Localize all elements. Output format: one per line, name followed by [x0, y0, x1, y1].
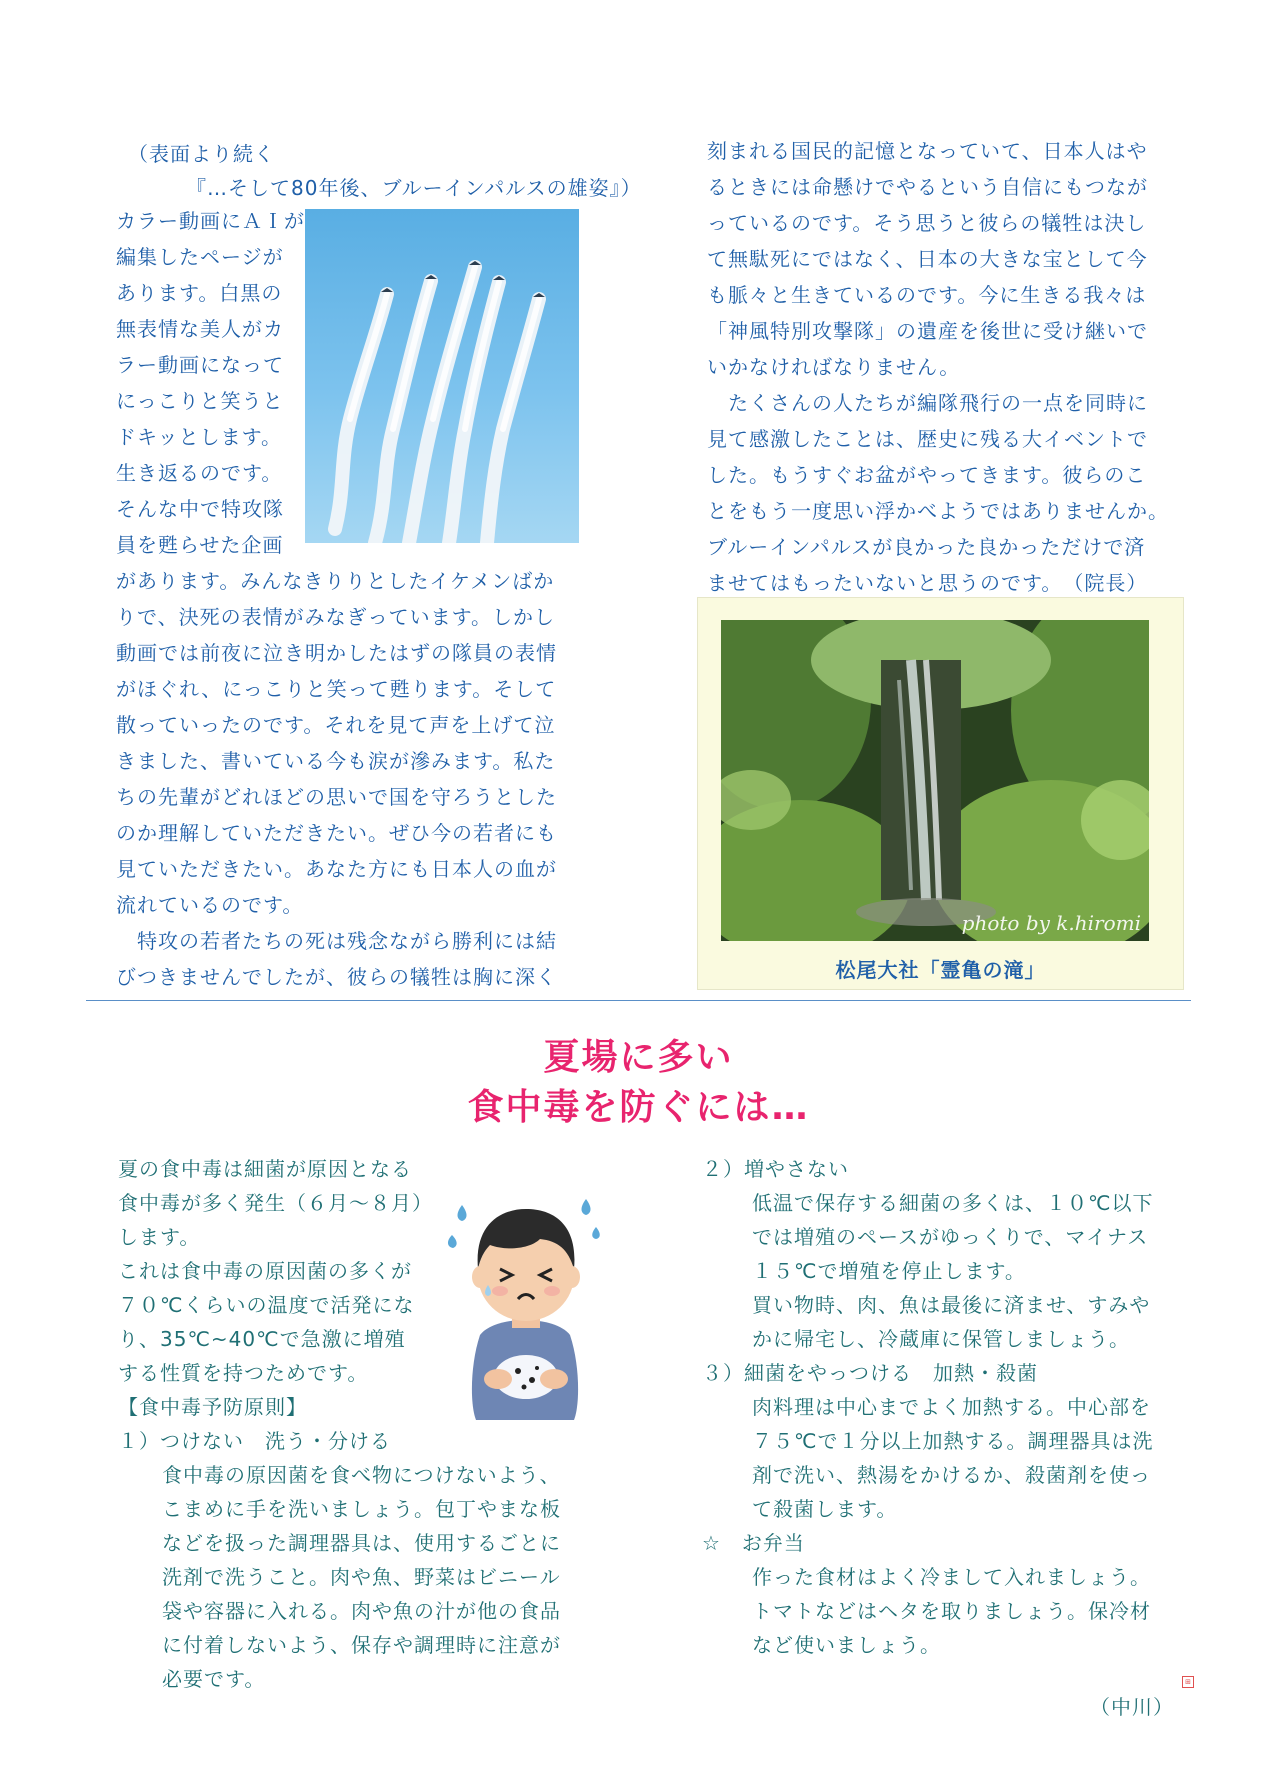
text-line: ７５℃で１分以上加熱する。調理器具は洗	[752, 1429, 1154, 1453]
article-wrap-text	[116, 203, 305, 563]
article-subtitle: 『…そして80年後、ブルーインパルスの雄姿』）	[186, 176, 642, 200]
text-line: ませてはもったいないと思うのです。 （院長）	[707, 571, 1148, 595]
rule-1-heading: １）つけない 洗う・分ける	[118, 1429, 391, 1453]
text-line: ７０℃くらいの温度で活発にな	[118, 1293, 415, 1317]
text-line: 必要です。	[162, 1667, 266, 1691]
sick-boy-icon	[440, 1165, 610, 1420]
rule-2-heading: ２）増やさない	[702, 1157, 849, 1181]
text-line: りで、決死の表情がみなぎっています。しかし	[116, 605, 555, 629]
food-title-line-1: 夏場に多い	[543, 1037, 734, 1078]
text-line: 肉料理は中心までよく加熱する。中心部を	[752, 1395, 1151, 1419]
text-line: 食中毒の原因菌を食べ物につけないよう、	[162, 1463, 561, 1487]
waterfall-image	[721, 620, 1149, 941]
text-line: いかなければなりません。	[707, 355, 961, 379]
author-signature: （中川）	[1090, 1695, 1174, 1719]
text-line: びつきませんでしたが、彼らの犠牲は胸に深く	[116, 965, 557, 989]
text-line: にっこりと笑うと	[116, 389, 284, 413]
text-line: ドキッとします。	[116, 425, 282, 449]
section-divider	[86, 1000, 1191, 1001]
text-line: とをもう一度思い浮かべようではありませんか。	[707, 499, 1169, 523]
text-line: ブルーインパルスが良かった良かっただけで済	[707, 535, 1146, 559]
text-line: っているのです。そう思うと彼らの犠牲は決し	[707, 211, 1147, 235]
photo-credit: photo by k.hiromi	[961, 911, 1141, 935]
text-line: 「神風特別攻撃隊」の遺産を後世に受け継いで	[707, 319, 1148, 343]
text-line: 見て感激したことは、歴史に残る大イベントで	[707, 427, 1148, 451]
text-line: がほぐれ、にっこりと笑って甦ります。そして	[116, 677, 557, 701]
text-line: 剤で洗い、熱湯をかけるか、殺菌剤を使っ	[752, 1463, 1151, 1487]
article-body-left	[116, 563, 557, 995]
text-line: 洗剤で洗うこと。肉や魚、野菜はビニール	[162, 1565, 561, 1589]
smoke-trails-image	[305, 209, 579, 543]
text-line: する性質を持つためです。	[118, 1361, 369, 1385]
text-line: 買い物時、肉、魚は最後に済ませ、すみや	[752, 1293, 1151, 1317]
text-line: こまめに手を洗いましょう。包丁やまな板	[162, 1497, 561, 1521]
waterfall-photo-frame	[697, 597, 1184, 990]
stamp-mark-icon: ⊞	[1182, 1676, 1194, 1688]
food-right-column	[702, 1152, 1153, 1662]
text-line: 低温で保存する細菌の多くは、１０℃以下	[752, 1191, 1154, 1215]
text-line: これは食中毒の原因菌の多くが	[118, 1259, 412, 1283]
text-line: のか理解していただきたい。ぜひ今の若者にも	[116, 821, 557, 845]
text-line: 動画では前夜に泣き明かしたはずの隊員の表情	[116, 641, 557, 665]
continued-note: （表面より続く	[128, 142, 275, 166]
bento-heading: ☆ お弁当	[702, 1531, 805, 1555]
text-line: かに帰宅し、冷蔵庫に保管しましょう。	[752, 1327, 1130, 1351]
text-line: 特攻の若者たちの死は残念ながら勝利には結	[116, 929, 557, 953]
rule-3-heading: ３）細菌をやっつける 加熱・殺菌	[702, 1361, 1038, 1385]
text-line: 無表情な美人がカ	[116, 317, 284, 341]
stomachache-illustration	[440, 1165, 610, 1420]
waterfall-photo	[721, 620, 1149, 941]
text-line: り、35℃~40℃で急激に増殖	[118, 1327, 406, 1351]
text-line: 作った食材はよく冷まして入れましょう。	[752, 1565, 1151, 1589]
text-line: カラー動画にＡＩが	[116, 209, 305, 233]
text-line: 刻まれる国民的記憶となっていて、日本人はや	[707, 139, 1148, 163]
text-line: した。もうすぐお盆がやってきます。彼らのこ	[707, 463, 1147, 487]
blue-impulse-photo	[305, 209, 579, 543]
text-line: も脈々と生きているのです。今に生きる我々は	[707, 283, 1147, 307]
article-body-right	[707, 133, 1169, 601]
text-line: では増殖のペースがゆっくりで、マイナス	[752, 1225, 1149, 1249]
text-line: に付着しないよう、保存や調理時に注意が	[162, 1633, 561, 1657]
text-line: きました、書いている今も涙が滲みます。私た	[116, 749, 556, 773]
text-line: 夏の食中毒は細菌が原因となる	[118, 1157, 412, 1181]
photo-caption: 松尾大社「霊亀の滝」	[835, 958, 1046, 982]
text-line: など使いましょう。	[752, 1633, 941, 1657]
text-line: 見ていただきたい。あなた方にも日本人の血が	[116, 857, 557, 881]
text-line: 散っていったのです。それを見て声を上げて泣	[116, 713, 556, 737]
text-line: ラー動画になって	[116, 353, 284, 377]
text-line: ちの先輩がどれほどの思いで国を守ろうとした	[116, 785, 557, 809]
text-line: トマトなどはヘタを取りましょう。保冷材	[752, 1599, 1151, 1623]
food-title-line-2: 食中毒を防ぐには…	[467, 1087, 810, 1128]
principles-heading: 【食中毒予防原則】	[118, 1395, 307, 1419]
text-line: 生き返るのです。	[116, 461, 283, 485]
text-line: 流れているのです。	[116, 893, 304, 917]
text-line: るときには命懸けでやるという自信にもつなが	[707, 175, 1148, 199]
text-line: て殺菌します。	[752, 1497, 898, 1521]
text-line: します。	[118, 1225, 201, 1249]
text-line: 員を甦らせた企画	[116, 533, 284, 557]
text-line: そんな中で特攻隊	[116, 497, 284, 521]
text-line: などを扱った調理器具は、使用するごとに	[162, 1531, 561, 1555]
text-line: １５℃で増殖を停止します。	[752, 1259, 1026, 1283]
text-line: 編集したページが	[116, 245, 284, 269]
text-line: 食中毒が多く発生（６月～８月）	[118, 1191, 433, 1215]
text-line: たくさんの人たちが編隊飛行の一点を同時に	[707, 391, 1148, 415]
text-line: があります。みんなきりりとしたイケメンばか	[116, 569, 555, 593]
text-line: あります。白黒の	[116, 281, 283, 305]
text-line: て無駄死にではなく、日本の大きな宝として今	[707, 247, 1148, 271]
text-line: 袋や容器に入れる。肉や魚の汁が他の食品	[162, 1599, 561, 1623]
